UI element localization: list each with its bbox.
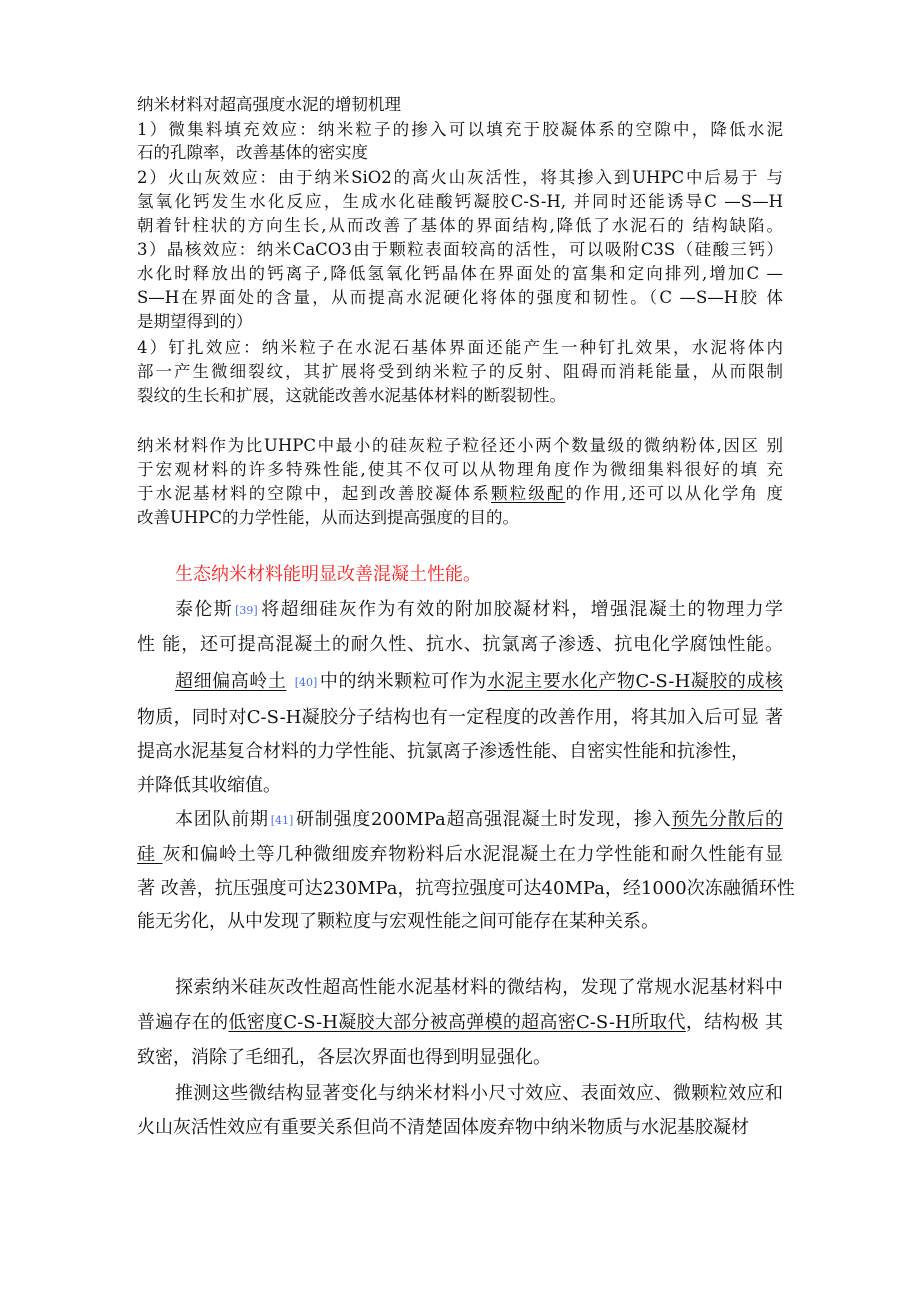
text-line: [137, 214, 783, 238]
text-line: [137, 506, 783, 530]
citation-reference[interactable]: [39]: [235, 604, 258, 617]
text-segment: 探索纳米硅灰改性超高性能水泥基材料的微结构，发现了常规水泥基材料中: [175, 977, 783, 998]
text-line: [137, 907, 783, 937]
text-segment: 本团队前期: [175, 809, 269, 830]
citation-reference[interactable]: [41]: [270, 814, 294, 827]
text-line: [137, 93, 783, 117]
text-segment: [286, 671, 292, 692]
underlined-text: 水泥主要水化产物C-S-H凝胶的成核: [487, 671, 784, 692]
text-line: [137, 840, 783, 870]
text-segment: 朝着针柱状的方向生长,从而改善了基体的界面结构,降低了水泥石的 结构缺陷。: [137, 216, 783, 235]
text-segment: 于宏观材料的许多特殊性能,使其不仅可以从物理角度作为微细集料很好的填 充: [137, 460, 783, 479]
text-segment: 火山灰活性效应有重要关系但尚不清楚固体废弃物中纳米物质与水泥基胶凝材: [137, 1117, 749, 1138]
text-segment: 4）钉扎效应：纳米粒子在水泥石基体界面还能产生一种钉扎效果，水泥将体内: [137, 338, 783, 357]
text-segment: 1）微集料填充效应：纳米粒子的掺入可以填充于胶凝体系的空隙中，降低水泥: [137, 120, 783, 139]
text-line: [137, 286, 783, 310]
text-segment: 提高水泥基复合材料的力学性能、抗氯离子渗透性能、自密实性能和抗渗性，: [137, 741, 749, 762]
text-segment: 裂纹的生长和扩展，这就能改善水泥基体材料的断裂韧性。: [137, 386, 566, 405]
text-line: [175, 595, 783, 625]
text-segment: 致密，消除了毛细孔，各层次界面也得到明显强化。: [137, 1047, 551, 1068]
text-segment: 生态纳米材料能明显改善混凝土性能。: [175, 564, 481, 585]
text-line: [137, 141, 783, 165]
text-line: [137, 384, 783, 408]
text-line: [175, 1079, 783, 1109]
text-segment: 石的孔隙率，改善基体的密实度: [137, 143, 368, 162]
underlined-text: 预先分散后的: [671, 809, 784, 830]
text-segment: 纳米材料作为比UHPC中最小的硅灰粒子粒径还小两个数量级的微纳粉体,因区 别: [137, 436, 783, 455]
text-line: [137, 482, 783, 506]
text-line: [137, 336, 783, 360]
text-segment: 部一产生微细裂纹，其扩展将受到纳米粒子的反射、阻碍而消耗能量，从而限制: [137, 362, 783, 381]
text-segment: 推测这些微结构显著变化与纳米材料小尺寸效应、表面效应、微颗粒效应和: [175, 1083, 783, 1104]
text-segment: 著 改善，抗压强度可达230MPa，抗弯拉强度可达40MPa，经1000次冻融循环性: [137, 878, 795, 899]
text-segment: 并降低其收缩值。: [137, 775, 281, 796]
text-line: [137, 703, 783, 733]
text-line: [137, 360, 783, 384]
text-segment: 于水泥基材料的空隙中，起到改善胶凝体系: [137, 484, 491, 503]
text-segment: S—H在界面处的含量，从而提高水泥硬化将体的强度和韧性。（C —S—H胶 体: [137, 288, 783, 307]
text-line: [175, 667, 783, 697]
text-segment: 能无劣化，从中发现了颗粒度与宏观性能之间可能存在某种关系。: [137, 911, 659, 932]
text-line: [175, 805, 783, 835]
text-segment: 改善UHPC的力学性能，从而达到提高强度的目的。: [137, 508, 520, 527]
text-segment: 中的纳米颗粒可作为: [319, 671, 487, 692]
underlined-text: 超细偏高岭土: [175, 671, 287, 692]
text-segment: 的作用,还可以从化学角 度: [565, 484, 784, 503]
text-segment: 氢氧化钙发生水化反应，生成水化硅酸钙凝胶C-S-H, 并同时还能诱导C —S—H: [137, 192, 783, 211]
text-line: [137, 118, 783, 142]
text-line: [137, 1008, 783, 1038]
text-segment: 3）晶核效应：纳米CaCO3由于颗粒表面较高的活性，可以吸附C3S（硅酸三钙）: [137, 240, 783, 259]
text-line: [137, 458, 783, 482]
text-line: [137, 262, 783, 286]
text-segment: 性 能，还可提高混凝土的耐久性、抗水、抗氯离子渗透、抗电化学腐蚀性能。: [137, 634, 783, 655]
text-line: [137, 1113, 783, 1143]
underlined-text: 低密度C-S-H凝胶大部分被高弹模的超高密C-S-H所取代: [228, 1012, 686, 1033]
text-segment: ，结构极 其: [685, 1012, 784, 1033]
text-line: [137, 238, 783, 262]
text-segment: 泰伦斯: [175, 599, 234, 620]
text-segment: 普遍存在的: [137, 1012, 229, 1033]
text-line: [137, 874, 795, 904]
text-line: [137, 737, 783, 767]
text-segment: 将超细硅灰作为有效的附加胶凝材料，增强混凝土的物理力学: [259, 599, 783, 620]
text-segment: 是期望得到的）: [137, 312, 253, 331]
text-line: [137, 771, 783, 801]
text-segment: 2）火山灰效应：由于纳米SiO2的高火山灰活性，将其掺入到UHPC中后易于 与: [137, 168, 783, 187]
text-line: [137, 166, 783, 190]
underlined-text: 颗粒级配: [490, 484, 566, 503]
text-line: [137, 434, 783, 458]
citation-reference[interactable]: [40]: [294, 676, 318, 689]
text-line: [137, 190, 783, 214]
text-segment: 物质，同时对C-S-H凝胶分子结构也有一定程度的改善作用，将其加入后可显 著: [137, 707, 783, 728]
text-segment: 纳米材料对超高强度水泥的增韧机理: [137, 95, 401, 114]
text-segment: 研制强度200MPa超高强混凝土时发现，掺入: [295, 809, 672, 830]
text-segment: 水化时释放出的钙离子,降低氢氧化钙晶体在界面处的富集和定向排列,增加C —: [137, 264, 783, 283]
text-segment: 灰和偏岭土等几种微细废弃物粉料后水泥混凝土在力学性能和耐久性能有显: [162, 844, 783, 865]
section-heading: [175, 560, 783, 590]
text-line: [137, 630, 783, 660]
text-line: [175, 973, 783, 1003]
underlined-text: 硅: [137, 844, 163, 865]
text-line: [137, 310, 783, 334]
text-line: [137, 1043, 783, 1073]
